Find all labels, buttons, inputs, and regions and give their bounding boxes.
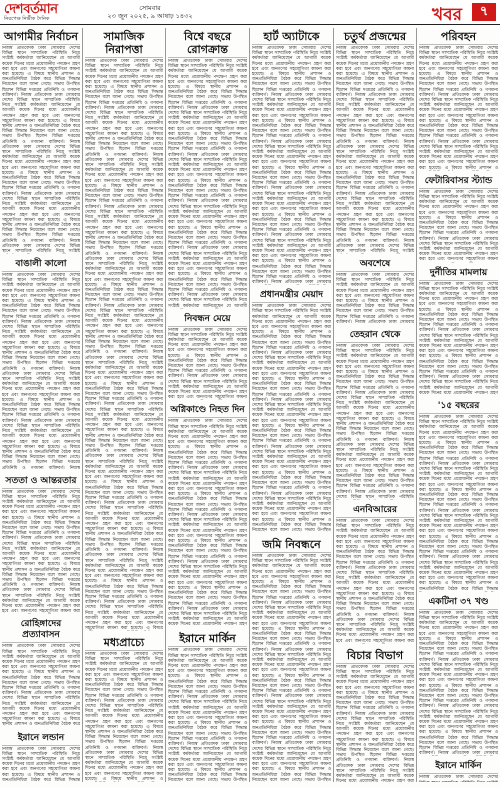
news-article — [2, 259, 80, 474]
article-headline: মধ্যপ্রাচ্যে — [85, 636, 163, 651]
article-body: নিজস্ব প্রতিবেদক ঢাকা সোমবার দেশের বিভিন্ন স্থানে সাম্প্রতিক পরিস্থিতি নিয়ে সংশ্লিষ্ট কর্মকর্তারা জানিয়েছেন যে আগামী কয়েক দিনের মধ্যে প্রয়োজনীয় পদক্ষেপ গ্রহণ করা হবে এবং জনগণের সহযোগিতা কামনা করা হয়েছে। এ বিষয়ে স্থানীয় প্রশাসন ও জনপ্রতিনিধিরা বৈঠক করে বিভিন্ন সিদ্ধান্ত নিয়েছেন বলে জানা গেছে। সভায় উপস্থিত ছিলেন বিভিন্ন দপ্তরের প্রতিনিধি ও গণমান্য ব্যক্তিবর্গ। নিজস্ব প্রতিবেদক ঢাকা সোমবার দেশের বিভিন্ন স্থানে সাম্প্রতিক পরিস্থিতি নিয়ে সংশ্লিষ্ট কর্মকর্তারা জানিয়েছেন যে আগামী কয়েক দিনের মধ্যে প্রয়োজনীয় পদক্ষেপ গ্রহণ করা হবে এবং জনগণের সহযোগিতা কামনা করা হয়েছে। এ বিষয়ে স্থানীয় প্রশাসন ও জনপ্রতিনিধিরা বৈঠক করে বিভিন্ন সিদ্ধান্ত নিয়েছেন বলে জানা গেছে। সভায় উপস্থিত ছিলেন বিভিন্ন দপ্তরের প্রতিনিধি ও গণমান্য ব্যক্তিবর্গ। নিজস্ব প্রতিবেদক ঢাকা সোমবার দেশের বিভিন্ন স্থানে সাম্প্রতিক পরিস্থিতি নিয়ে সংশ্লিষ্ট কর্মকর্তারা জানিয়েছেন যে আগামী কয়েক দিনের মধ্যে প্রয়োজনীয় পদক্ষেপ গ্রহণ করা হবে এবং জনগণের সহযোগিতা কামনা করা হয়েছে। এ বিষয়ে স্থানীয় প্রশাসন ও জনপ্রতিনিধিরা বৈঠক করে বিভিন্ন সিদ্ধান্ত নিয়েছেন বলে জানা গেছে। সভায় উপস্থিত ছিলেন বিভিন্ন দপ্তরের প্রতিনিধি ও গণমান্য ব্যক্তিবর্গ। নিজস্ব প্রতিবেদক ঢাকা সোমবার দেশের বিভিন্ন স্থানে সাম্প্রতিক পরিস্থিতি নিয়ে সংশ্লিষ্ট কর্মকর্তারা জানিয়েছেন যে আগামী কয়েক দিনের মধ্যে প্রয়োজনীয় পদক্ষেপ গ্রহণ করা হবে এবং জনগণের সহযোগিতা কামনা করা হয়েছে। এ বিষয়ে স্থানীয় প্রশাসন ও জনপ্রতিনিধিরা বৈঠক করে বিভিন্ন সিদ্ধান্ত নিয়েছেন বলে জানা গেছে। সভায় উপস্থিত ছিলেন বিভিন্ন দপ্তরের প্রতিনিধি ও গণমান্য ব্যক্তিবর্গ। নিজস্ব প্রতিবেদক ঢাকা সোমবার দেশের বিভিন্ন স্থানে সাম্প্রতিক পরিস্থিতি নিয়ে সংশ্লিষ্ট কর্মকর্তারা জানিয়েছেন যে আগামী কয়েক দিনের মধ্যে প্রয়োজনীয় পদক্ষেপ গ্রহণ করা হবে এবং জনগণের সহযোগিতা কামনা করা হয়েছে। এ বিষয়ে স্থানীয় প্রশাসন ও জনপ্রতিনিধিরা বৈঠক করে বিভিন্ন সিদ্ধান্ত নিয়েছেন বলে জানা গেছে। সভায় উপস্থিত ছিলেন বিভিন্ন দপ্তরের প্রতিনিধি ও গণমান্য ব্যক্তিবর্গ। নিজস্ব প্রতিবেদক ঢাকা সোমবার — [252, 46, 331, 286]
article-headline: ফেটারিবাসর স্ট্যান্ড — [419, 176, 498, 189]
page-number-badge: ৭ — [472, 3, 496, 21]
article-headline: এনবিআরের — [336, 505, 414, 518]
article-body: নিজস্ব প্রতিবেদক ঢাকা সোমবার দেশের বিভিন্ন স্থানে সাম্প্রতিক পরিস্থিতি নিয়ে সংশ্লিষ্ট কর্মকর্তারা জানিয়েছেন যে আগামী কয়েক দিনের মধ্যে প্রয়োজনীয় পদক্ষেপ গ্রহণ করা হবে এবং জনগণের সহযোগিতা কামনা করা হয়েছে। এ বিষয়ে স্থানীয় প্রশাসন ও জনপ্রতিনিধিরা বৈঠক করে বিভিন্ন সিদ্ধান্ত নিয়েছেন বলে জানা গেছে। সভায় উপস্থিত ছিলেন বিভিন্ন দপ্তরের প্রতিনিধি ও গণমান্য ব্যক্তিবর্গ। নিজস্ব প্রতিবেদক ঢাকা সোমবার দেশের বিভিন্ন স্থানে সাম্প্রতিক পরিস্থিতি নিয়ে সংশ্লিষ্ট কর্মকর্তারা জানিয়েছেন যে আগামী কয়েক দিনের মধ্যে প্রয়োজনীয় পদক্ষেপ গ্রহণ করা হবে এবং জনগণের সহযোগিতা কামনা করা হয়েছে। এ বিষয়ে স্থানীয় প্রশাসন ও জনপ্রতিনিধিরা বৈঠক করে বিভিন্ন সিদ্ধান্ত নিয়েছেন বলে জানা গেছে। সভায় উপস্থিত ছিলেন বিভিন্ন দপ্তরের প্রতিনিধি ও গণমান্য ব্যক্তিবর্গ। নিজস্ব প্রতিবেদক ঢাকা সোমবার দেশের বিভিন্ন স্থানে সাম্প্রতিক পরিস্থিতি নিয়ে সংশ্লিষ্ট কর্মকর্তারা জানিয়েছেন যে আগামী কয়েক দিনের মধ্যে প্রয়োজনীয় পদক্ষেপ গ্রহণ করা হবে এবং জনগণের সহযোগিতা কামনা করা হয়েছে। এ বিষয়ে স্থানীয় প্রশাসন ও — [85, 652, 163, 782]
news-column — [0, 28, 83, 782]
article-headline: হার্ট অ্যাটাকে — [252, 30, 331, 45]
article-body: নিজস্ব প্রতিবেদক ঢাকা সোমবার দেশের বিভিন্ন স্থানে সাম্প্রতিক পরিস্থিতি নিয়ে সংশ্লিষ্ট কর্মকর্তারা জানিয়েছেন যে আগামী কয়েক দিনের মধ্যে প্রয়োজনীয় পদক্ষেপ গ্রহণ করা হবে এবং জনগণের সহযোগিতা কামনা করা হয়েছে। এ বিষয়ে স্থানীয় প্রশাসন ও জনপ্রতিনিধিরা বৈঠক করে বিভিন্ন সিদ্ধান্ত — [2, 746, 80, 782]
news-article — [252, 30, 331, 288]
news-article — [168, 405, 247, 630]
news-article — [419, 268, 498, 399]
article-body: নিজস্ব প্রতিবেদক ঢাকা সোমবার দেশের বিভিন্ন স্থানে সাম্প্রতিক পরিস্থিতি নিয়ে সংশ্লিষ্ট কর্মকর্তারা জানিয়েছেন যে আগামী কয়েক দিনের মধ্যে প্রয়োজনীয় পদক্ষেপ গ্রহণ করা হবে এবং জনগণের সহযোগিতা কামনা করা হয়েছে। এ বিষয়ে স্থানীয় প্রশাসন ও জনপ্রতিনিধিরা বৈঠক করে বিভিন্ন সিদ্ধান্ত নিয়েছেন বলে জানা গেছে। সভায় উপস্থিত ছিলেন বিভিন্ন দপ্তরের প্রতিনিধি ও গণমান্য ব্যক্তিবর্গ। নিজস্ব প্রতিবেদক ঢাকা সোমবার দেশের বিভিন্ন স্থানে সাম্প্রতিক পরিস্থিতি নিয়ে সংশ্লিষ্ট কর্মকর্তারা জানিয়েছেন যে আগামী কয়েক দিনের মধ্যে প্রয়োজনীয় পদক্ষেপ গ্রহণ করা হবে এবং জনগণের সহযোগিতা কামনা করা হয়েছে। এ বিষয়ে স্থানীয় প্রশাসন ও জনপ্রতিনিধিরা বৈঠক করে বিভিন্ন সিদ্ধান্ত নিয়েছেন বলে জানা গেছে। সভায় উপস্থিত ছিলেন বিভিন্ন দপ্তরের প্রতিনিধি ও গণমান্য ব্যক্তিবর্গ। নিজস্ব প্রতিবেদক ঢাকা সোমবার দেশের বিভিন্ন স্থানে সাম্প্রতিক পরিস্থিতি নিয়ে সংশ্লিষ্ট কর্মকর্তারা জানিয়েছেন যে আগামী কয়েক দিনের মধ্যে প্রয়োজনীয় পদক্ষেপ গ্রহণ করা হবে এবং জনগণের সহযোগিতা কামনা করা হয়েছে। এ বিষয়ে স্থানীয় প্রশাসন ও জনপ্রতিনিধিরা বৈঠক করে বিভিন্ন সিদ্ধান্ত নিয়েছেন বলে জানা গেছে। সভায় উপস্থিত ছিলেন বিভিন্ন দপ্তরের প্রতিনিধি ও গণমান্য ব্যক্তিবর্গ। নিজস্ব প্রতিবেদক ঢাকা সোমবার দেশের বিভিন্ন স্থানে সাম্প্রতিক পরিস্থিতি নিয়ে সংশ্লিষ্ট কর্মকর্তারা জানিয়েছেন যে আগামী কয়েক দিনের মধ্যে প্রয়োজনীয় পদক্ষেপ গ্রহণ করা হবে এবং জনগণের সহযোগিতা কামনা করা হয়েছে। এ বিষয়ে স্থানীয় প্রশাসন ও জনপ্রতিনিধিরা বৈঠক করে বিভিন্ন সিদ্ধান্ত নিয়েছেন বলে জানা গেছে। সভায় উপস্থিত ছিলেন বিভিন্ন দপ্তরের প্রতিনিধি ও গণমান্য ব্যক্তিবর্গ। নিজস্ব — [2, 273, 80, 471]
article-body: নিজস্ব প্রতিবেদক ঢাকা সোমবার দেশের বিভিন্ন স্থানে সাম্প্রতিক পরিস্থিতি নিয়ে সংশ্লিষ্ট কর্মকর্তারা জানিয়েছেন যে আগামী কয়েক দিনের মধ্যে প্রয়োজনীয় পদক্ষেপ গ্রহণ করা হবে এবং জনগণের সহযোগিতা কামনা করা হয়েছে। এ বিষয়ে স্থানীয় প্রশাসন ও জনপ্রতিনিধিরা বৈঠক করে বিভিন্ন সিদ্ধান্ত নিয়েছেন বলে জানা গেছে। সভায় উপস্থিত ছিলেন বিভিন্ন দপ্তরের প্রতিনিধি ও গণমান্য ব্যক্তিবর্গ। নিজস্ব প্রতিবেদক ঢাকা সোমবার দেশের বিভিন্ন স্থানে সাম্প্রতিক পরিস্থিতি নিয়ে সংশ্লিষ্ট কর্মকর্তারা জানিয়েছেন যে আগামী কয়েক দিনের মধ্যে প্রয়োজনীয় পদক্ষেপ গ্রহণ করা হবে এবং জনগণের সহযোগিতা কামনা করা হয়েছে। এ বিষয়ে স্থানীয় প্রশাসন ও জনপ্রতিনিধিরা বৈঠক করে বিভিন্ন সিদ্ধান্ত নিয়েছেন বলে জানা গেছে। সভায় উপস্থিত ছিলেন বিভিন্ন দপ্তরের প্রতিনিধি ও গণমান্য ব্যক্তিবর্গ। নিজস্ব প্রতিবেদক ঢাকা সোমবার দেশের বিভিন্ন স্থানে সাম্প্রতিক পরিস্থিতি নিয়ে সংশ্লিষ্ট কর্মকর্তারা জানিয়েছেন যে আগামী কয়েক দিনের মধ্যে প্রয়োজনীয় পদক্ষেপ গ্রহণ করা — [336, 664, 414, 782]
logo-text: দেশবর্তমান — [4, 1, 58, 17]
news-article — [419, 401, 498, 595]
article-headline: '১৫ বছরের — [419, 401, 498, 414]
article-headline: বিচার বিভাগ — [336, 649, 414, 664]
article-body: নিজস্ব প্রতিবেদক ঢাকা সোমবার দেশের বিভিন্ন স্থানে সাম্প্রতিক পরিস্থিতি নিয়ে সংশ্লিষ্ট কর্মকর্তারা জানিয়েছেন যে আগামী কয়েক দিনের মধ্যে প্রয়োজনীয় পদক্ষেপ গ্রহণ করা হবে এবং জনগণের সহযোগিতা কামনা করা হয়েছে। এ বিষয়ে স্থানীয় প্রশাসন ও জনপ্রতিনিধিরা বৈঠক করে বিভিন্ন সিদ্ধান্ত নিয়েছেন বলে জানা গেছে। সভায় উপস্থিত ছিলেন বিভিন্ন দপ্তরের প্রতিনিধি ও গণমান্য ব্যক্তিবর্গ। নিজস্ব প্রতিবেদক ঢাকা সোমবার দেশের বিভিন্ন স্থানে সাম্প্রতিক পরিস্থিতি নিয়ে সংশ্লিষ্ট কর্মকর্তারা জানিয়েছেন যে আগামী কয়েক দিনের মধ্যে প্রয়োজনীয় পদক্ষেপ গ্রহণ করা হবে এবং জনগণের সহযোগিতা কামনা করা হয়েছে। এ বিষয়ে স্থানীয় প্রশাসন ও জনপ্রতিনিধিরা বৈঠক করে বিভিন্ন সিদ্ধান্ত নিয়েছেন বলে জানা গেছে। সভায় উপস্থিত ছিলেন বিভিন্ন দপ্তরের প্রতিনিধি ও গণমান্য ব্যক্তিবর্গ। নিজস্ব প্রতিবেদক ঢাকা সোমবার দেশের বিভিন্ন স্থানে সাম্প্রতিক পরিস্থিতি নিয়ে সংশ্লিষ্ট কর্মকর্তারা জানিয়েছেন যে আগামী কয়েক দিনের মধ্যে প্রয়োজনীয় পদক্ষেপ গ্রহণ করা হবে এবং জনগণের সহযোগিতা কামনা করা হয়েছে। এ বিষয়ে স্থানীয় প্রশাসন ও জনপ্রতিনিধিরা বৈঠক করে বিভিন্ন সিদ্ধান্ত নিয়েছেন বলে জানা গেছে। সভায় উপস্থিত ছিলেন বিভিন্ন দপ্তরের প্রতিনিধি ও গণমান্য ব্যক্তিবর্গ। নিজস্ব প্রতিবেদক ঢাকা সোমবার দেশের বিভিন্ন স্থানে সাম্প্রতিক পরিস্থিতি নিয়ে সংশ্লিষ্ট কর্মকর্তারা জানিয়েছেন যে আগামী কয়েক দিনের মধ্যে প্রয়োজনীয় পদক্ষেপ গ্রহণ করা হবে এবং জনগণের সহযোগিতা কামনা করা হয়েছে। এ বিষয়ে স্থানীয় প্রশাসন ও জনপ্রতিনিধিরা বৈঠক করে বিভিন্ন সিদ্ধান্ত নিয়েছেন বলে জানা গেছে। সভায় উপস্থিত ছিলেন বিভিন্ন দপ্তরের প্রতিনিধি ও গণমান্য ব্যক্তিবর্গ। নিজস্ব প্রতিবেদক ঢাকা সোমবার দেশের বিভিন্ন স্থানে সাম্প্রতিক পরিস্থিতি নিয়ে সংশ্লিষ্ট কর্মকর্তারা জানিয়েছেন যে আগামী কয়েক দিনের মধ্যে প্রয়োজনীয় পদক্ষেপ গ্রহণ করা হবে এবং জনগণের সহযোগিতা কামনা করা হয়েছে। এ বিষয়ে স্থানীয় প্রশাসন ও জনপ্রতিনিধিরা বৈঠক করে বিভিন্ন সিদ্ধান্ত নিয়েছেন বলে জানা গেছে। সভায় উপস্থিত ছিলেন বিভিন্ন দপ্তরের প্রতিনিধি ও গণমান্য ব্যক্তিবর্গ। নিজস্ব প্রতিবেদক ঢাকা সোমবার দেশের বিভিন্ন স্থানে সাম্প্রতিক পরিস্থিতি নিয়ে সংশ্লিষ্ট কর্মকর্তারা জানিয়েছেন যে আগামী — [168, 59, 247, 309]
article-headline: ইরানে মার্কিন — [419, 761, 498, 774]
article-headline: রোহিঙ্গাদের প্রত্যাবাসন — [2, 619, 80, 643]
news-article — [168, 30, 247, 312]
article-headline: অবশেষে — [336, 259, 414, 272]
logo-tagline: নিরপেক্ষ নির্ভীক দৈনিক — [4, 15, 50, 22]
news-article — [419, 597, 498, 760]
news-column — [250, 28, 334, 782]
article-headline: আগামীর নির্বাচন — [2, 30, 80, 45]
news-article — [336, 505, 414, 647]
article-body: নিজস্ব প্রতিবেদক ঢাকা সোমবার দেশের বিভিন্ন স্থানে সাম্প্রতিক পরিস্থিতি নিয়ে সংশ্লিষ্ট কর্মকর্তারা জানিয়েছেন যে আগামী কয়েক দিনের মধ্যে প্রয়োজনীয় পদক্ষেপ গ্রহণ করা হবে এবং জনগণের সহযোগিতা কামনা করা হয়েছে। এ বিষয়ে স্থানীয় প্রশাসন ও জনপ্রতিনিধিরা বৈঠক করে বিভিন্ন সিদ্ধান্ত নিয়েছেন বলে জানা গেছে। সভায় উপস্থিত ছিলেন বিভিন্ন দপ্তরের প্রতিনিধি ও গণমান্য ব্যক্তিবর্গ। নিজস্ব প্রতিবেদক ঢাকা সোমবার দেশের বিভিন্ন স্থানে সাম্প্রতিক পরিস্থিতি নিয়ে সংশ্লিষ্ট কর্মকর্তারা জানিয়েছেন যে আগামী কয়েক দিনের মধ্যে প্রয়োজনীয় পদক্ষেপ গ্রহণ করা হবে এবং জনগণের সহযোগিতা কামনা করা হয়েছে। এ বিষয়ে স্থানীয় প্রশাসন ও জনপ্রতিনিধিরা বৈঠক করে বিভিন্ন সিদ্ধান্ত নিয়েছেন বলে জানা গেছে। সভায় উপস্থিত ছিলেন বিভিন্ন দপ্তরের প্রতিনিধি ও গণমান্য ব্যক্তিবর্গ। নিজস্ব প্রতিবেদক ঢাকা সোমবার দেশের বিভিন্ন স্থানে সাম্প্রতিক পরিস্থিতি নিয়ে সংশ্লিষ্ট কর্মকর্তারা জানিয়েছেন যে আগামী কয়েক দিনের মধ্যে প্রয়োজনীয় পদক্ষেপ গ্রহণ করা হবে এবং জনগণের সহযোগিতা কামনা করা হয়েছে। এ বিষয়ে স্থানীয় প্রশাসন ও জনপ্রতিনিধিরা বৈঠক করে বিভিন্ন সিদ্ধান্ত নিয়েছেন বলে জানা গেছে। সভায় উপস্থিত ছিলেন বিভিন্ন দপ্তরের প্রতিনিধি ও গণমান্য ব্যক্তিবর্গ। নিজস্ব প্রতিবেদক ঢাকা সোমবার দেশের বিভিন্ন স্থানে সাম্প্রতিক পরিস্থিতি নিয়ে সংশ্লিষ্ট কর্মকর্তারা জানিয়েছেন যে আগামী কয়েক দিনের মধ্যে প্রয়োজনীয় পদক্ষেপ গ্রহণ করা হবে এবং জনগণের সহযোগিতা কামনা করা হয়েছে। এ বিষয়ে স্থানীয় প্রশাসন ও জনপ্রতিনিধিরা বৈঠক করে বিভিন্ন সিদ্ধান্ত নিয়েছেন বলে জানা গেছে। সভায় উপস্থিত ছিলেন বিভিন্ন দপ্তরের প্রতিনিধি ও গণমান্য ব্যক্তিবর্গ। নিজস্ব প্রতিবেদক ঢাকা সোমবার দেশের বিভিন্ন স্থানে সাম্প্রতিক পরিস্থিতি নিয়ে সংশ্লিষ্ট — [2, 46, 80, 254]
news-column — [83, 28, 166, 782]
news-article — [2, 476, 80, 618]
article-body: নিজস্ব প্রতিবেদক ঢাকা সোমবার দেশের বিভিন্ন স্থানে সাম্প্রতিক পরিস্থিতি নিয়ে সংশ্লিষ্ট কর্মকর্তারা জানিয়েছেন যে আগামী কয়েক দিনের মধ্যে প্রয়োজনীয় পদক্ষেপ গ্রহণ করা হবে এবং জনগণের সহযোগিতা কামনা করা হয়েছে। এ বিষয়ে স্থানীয় প্রশাসন ও জনপ্রতিনিধিরা বৈঠক করে বিভিন্ন সিদ্ধান্ত নিয়েছেন বলে জানা গেছে। সভায় উপস্থিত ছিলেন বিভিন্ন দপ্তরের প্রতিনিধি ও গণমান্য ব্যক্তিবর্গ। নিজস্ব প্রতিবেদক ঢাকা সোমবার দেশের বিভিন্ন স্থানে সাম্প্রতিক পরিস্থিতি নিয়ে সংশ্লিষ্ট কর্মকর্তারা জানিয়েছেন যে আগামী কয়েক দিনের মধ্যে প্রয়োজনীয় পদক্ষেপ গ্রহণ করা হবে এবং জনগণের সহযোগিতা কামনা করা হয়েছে। এ বিষয়ে স্থানীয় প্রশাসন ও জনপ্রতিনিধিরা বৈঠক করে বিভিন্ন সিদ্ধান্ত নিয়েছেন বলে জানা গেছে। সভায় উপস্থিত ছিলেন বিভিন্ন দপ্তরের প্রতিনিধি ও গণমান্য ব্যক্তিবর্গ। নিজস্ব প্রতিবেদক ঢাকা সোমবার দেশের বিভিন্ন স্থানে সাম্প্রতিক পরিস্থিতি নিয়ে সংশ্লিষ্ট কর্মকর্তারা জানিয়েছেন যে আগামী কয়েক দিনের মধ্যে প্রয়োজনীয় পদক্ষেপ গ্রহণ করা হবে এবং জনগণের সহযোগিতা কামনা করা হয়েছে। এ বিষয়ে স্থানীয় প্রশাসন ও জনপ্রতিনিধিরা বৈঠক করে বিভিন্ন সিদ্ধান্ত নিয়েছেন বলে জানা গেছে। সভায় উপস্থিত ছিলেন বিভিন্ন দপ্তরের প্রতিনিধি ও গণমান্য ব্যক্তিবর্গ। নিজস্ব প্রতিবেদক ঢাকা সোমবার দেশের বিভিন্ন স্থানে সাম্প্রতিক পরিস্থিতি নিয়ে সংশ্লিষ্ট কর্মকর্তারা জানিয়েছেন যে আগামী কয়েক দিনের মধ্যে প্রয়োজনীয় পদক্ষেপ গ্রহণ করা হবে এবং জনগণের সহযোগিতা কামনা করা হয়েছে। এ বিষয়ে স্থানীয় প্রশাসন ও জনপ্রতিনিধিরা বৈঠক করে বিভিন্ন সিদ্ধান্ত নিয়েছেন বলে জানা গেছে। সভায় উপস্থিত ছিলেন বিভিন্ন দপ্তরের প্রতিনিধি ও গণমান্য ব্যক্তিবর্গ। নিজস্ব প্রতিবেদক ঢাকা সোমবার দেশের বিভিন্ন স্থানে সাম্প্রতিক পরিস্থিতি নিয়ে সংশ্লিষ্ট কর্মকর্তারা জানিয়েছেন যে আগামী কয়েক দিনের মধ্যে প্রয়োজনীয় পদক্ষেপ গ্রহণ করা হবে এবং জনগণের সহযোগিতা কামনা করা হয়েছে। এ বিষয়ে স্থানীয় প্রশাসন ও জনপ্রতিনিধিরা বৈঠক করে বিভিন্ন সিদ্ধান্ত নিয়েছেন বলে জানা গেছে। সভায় উপস্থিত — [252, 553, 331, 782]
article-body: নিজস্ব প্রতিবেদক ঢাকা সোমবার দেশের বিভিন্ন স্থানে সাম্প্রতিক পরিস্থিতি নিয়ে সংশ্লিষ্ট কর্মকর্তারা জানিয়েছেন যে আগামী কয়েক দিনের মধ্যে প্রয়োজনীয় পদক্ষেপ গ্রহণ করা হবে এবং জনগণের সহযোগিতা কামনা করা হয়েছে। এ বিষয়ে স্থানীয় প্রশাসন ও জনপ্রতিনিধিরা বৈঠক করে বিভিন্ন সিদ্ধান্ত নিয়েছেন বলে জানা গেছে। সভায় উপস্থিত ছিলেন বিভিন্ন দপ্তরের প্রতিনিধি ও গণমান্য ব্যক্তিবর্গ। নিজস্ব প্রতিবেদক ঢাকা সোমবার দেশের বিভিন্ন স্থানে সাম্প্রতিক পরিস্থিতি নিয়ে সংশ্লিষ্ট কর্মকর্তারা জানিয়েছেন যে আগামী কয়েক দিনের মধ্যে প্রয়োজনীয় পদক্ষেপ গ্রহণ করা হবে এবং জনগণের সহযোগিতা কামনা করা হয়েছে। এ বিষয়ে স্থানীয় প্রশাসন ও জনপ্রতিনিধিরা বৈঠক করে — [2, 644, 80, 728]
article-headline: জমি নিবন্ধনে — [252, 538, 331, 553]
article-headline: একটিনা ৩৭ খণ্ড — [419, 597, 498, 610]
article-headline: অগ্নিকাণ্ডে নিহত দিন — [168, 405, 247, 418]
article-body: নিজস্ব প্রতিবেদক ঢাকা সোমবার দেশের বিভিন্ন স্থানে সাম্প্রতিক পরিস্থিতি নিয়ে সংশ্লিষ্ট কর্মকর্তারা জানিয়েছেন যে আগামী কয়েক দিনের মধ্যে প্রয়োজনীয় পদক্ষেপ গ্রহণ করা হবে এবং জনগণের সহযোগিতা কামনা করা হয়েছে। এ বিষয়ে স্থানীয় প্রশাসন ও জনপ্রতিনিধিরা বৈঠক করে বিভিন্ন সিদ্ধান্ত নিয়েছেন বলে জানা গেছে। সভায় উপস্থিত ছিলেন বিভিন্ন দপ্তরের প্রতিনিধি ও গণমান্য ব্যক্তিবর্গ। নিজস্ব প্রতিবেদক ঢাকা সোমবার — [336, 273, 414, 325]
news-article — [252, 538, 331, 782]
news-column — [417, 28, 500, 782]
article-body: নিজস্ব প্রতিবেদক ঢাকা সোমবার দেশের বিভিন্ন স্থানে সাম্প্রতিক পরিস্থিতি নিয়ে সংশ্লিষ্ট কর্মকর্তারা জানিয়েছেন যে আগামী কয়েক দিনের মধ্যে প্রয়োজনীয় পদক্ষেপ গ্রহণ করা হবে এবং জনগণের সহযোগিতা কামনা করা হয়েছে। এ বিষয়ে স্থানীয় প্রশাসন ও জনপ্রতিনিধিরা বৈঠক করে বিভিন্ন সিদ্ধান্ত নিয়েছেন বলে জানা গেছে। সভায় উপস্থিত ছিলেন বিভিন্ন দপ্তরের প্রতিনিধি ও গণমান্য ব্যক্তিবর্গ। নিজস্ব প্রতিবেদক ঢাকা সোমবার দেশের বিভিন্ন স্থানে সাম্প্রতিক পরিস্থিতি নিয়ে সংশ্লিষ্ট কর্মকর্তারা জানিয়েছেন যে আগামী কয়েক দিনের মধ্যে প্রয়োজনীয় পদক্ষেপ গ্রহণ করা হবে এবং জনগণের সহযোগিতা কামনা করা হয়েছে। এ বিষয়ে স্থানীয় প্রশাসন ও জনপ্রতিনিধিরা বৈঠক করে বিভিন্ন সিদ্ধান্ত নিয়েছেন বলে জানা গেছে। সভায় উপস্থিত ছিলেন বিভিন্ন দপ্তরের প্রতিনিধি ও গণমান্য ব্যক্তিবর্গ। নিজস্ব প্রতিবেদক ঢাকা সোমবার দেশের বিভিন্ন স্থানে সাম্প্রতিক পরিস্থিতি নিয়ে সংশ্লিষ্ট কর্মকর্তারা জানিয়েছেন যে আগামী কয়েক দিনের মধ্যে প্রয়োজনীয় পদক্ষেপ গ্রহণ করা হবে এবং জনগণের সহযোগিতা কামনা করা হয়েছে। এ বিষয়ে স্থানীয় প্রশাসন ও — [419, 46, 498, 171]
article-headline: তেহরান থেকে — [336, 330, 414, 343]
article-body: নিজস্ব প্রতিবেদক ঢাকা সোমবার দেশের বিভিন্ন স্থানে সাম্প্রতিক পরিস্থিতি নিয়ে সংশ্লিষ্ট কর্মকর্তারা জানিয়েছেন যে আগামী কয়েক দিনের মধ্যে প্রয়োজনীয় পদক্ষেপ গ্রহণ করা হবে এবং জনগণের সহযোগিতা কামনা করা হয়েছে। এ বিষয়ে স্থানীয় প্রশাসন ও জনপ্রতিনিধিরা বৈঠক করে বিভিন্ন সিদ্ধান্ত নিয়েছেন বলে জানা গেছে। সভায় উপস্থিত ছিলেন বিভিন্ন দপ্তরের প্রতিনিধি ও গণমান্য ব্যক্তিবর্গ। নিজস্ব প্রতিবেদক ঢাকা সোমবার দেশের বিভিন্ন স্থানে সাম্প্রতিক পরিস্থিতি নিয়ে সংশ্লিষ্ট কর্মকর্তারা জানিয়েছেন যে আগামী কয়েক দিনের মধ্যে প্রয়োজনীয় পদক্ষেপ গ্রহণ করা হবে এবং জনগণের সহযোগিতা কামনা করা হয়েছে। এ বিষয়ে স্থানীয় প্রশাসন ও জনপ্রতিনিধিরা বৈঠক করে বিভিন্ন সিদ্ধান্ত নিয়েছেন বলে জানা গেছে। সভায় উপস্থিত ছিলেন বিভিন্ন দপ্তরের প্রতিনিধি ও গণমান্য ব্যক্তিবর্গ। নিজস্ব প্রতিবেদক ঢাকা সোমবার দেশের বিভিন্ন স্থানে সাম্প্রতিক পরিস্থিতি নিয়ে সংশ্লিষ্ট কর্মকর্তারা জানিয়েছেন যে আগামী কয়েক দিনের মধ্যে প্রয়োজনীয় পদক্ষেপ গ্রহণ করা হবে এবং জনগণের সহযোগিতা কামনা করা হয়েছে। এ বিষয়ে স্থানীয় প্রশাসন ও জনপ্রতিনিধিরা বৈঠক করে বিভিন্ন সিদ্ধান্ত নিয়েছেন বলে জানা গেছে। সভায় উপস্থিত ছিলেন বিভিন্ন দপ্তরের প্রতিনিধি ও গণমান্য ব্যক্তিবর্গ। নিজস্ব প্রতিবেদক ঢাকা সোমবার দেশের বিভিন্ন স্থানে সাম্প্রতিক পরিস্থিতি নিয়ে সংশ্লিষ্ট কর্মকর্তারা জানিয়েছেন যে আগামী কয়েক দিনের মধ্যে প্রয়োজনীয় পদক্ষেপ গ্রহণ করা হবে এবং জনগণের সহযোগিতা কামনা করা হয়েছে। এ বিষয়ে স্থানীয় প্রশাসন ও জনপ্রতিনিধিরা বৈঠক করে বিভিন্ন সিদ্ধান্ত নিয়েছেন বলে জানা গেছে। সভায় উপস্থিত ছিলেন বিভিন্ন দপ্তরের প্রতিনিধি ও গণমান্য ব্যক্তিবর্গ। নিজস্ব প্রতিবেদক ঢাকা সোমবার দেশের বিভিন্ন স্থানে সাম্প্রতিক পরিস্থিতি নিয়ে সংশ্লিষ্ট কর্মকর্তারা জানিয়েছেন যে আগামী কয়েক দিনের মধ্যে প্রয়োজনীয় পদক্ষেপ গ্রহণ — [168, 419, 247, 628]
article-body: নিজস্ব প্রতিবেদক ঢাকা সোমবার দেশের বিভিন্ন স্থানে সাম্প্রতিক পরিস্থিতি নিয়ে সংশ্লিষ্ট কর্মকর্তারা জানিয়েছেন যে আগামী কয়েক দিনের মধ্যে প্রয়োজনীয় পদক্ষেপ গ্রহণ করা হবে এবং জনগণের সহযোগিতা কামনা করা হয়েছে। এ বিষয়ে স্থানীয় প্রশাসন ও জনপ্রতিনিধিরা বৈঠক করে বিভিন্ন সিদ্ধান্ত নিয়েছেন বলে জানা গেছে। সভায় উপস্থিত ছিলেন বিভিন্ন দপ্তরের প্রতিনিধি ও গণমান্য ব্যক্তিবর্গ। নিজস্ব প্রতিবেদক ঢাকা সোমবার দেশের বিভিন্ন স্থানে সাম্প্রতিক পরিস্থিতি নিয়ে সংশ্লিষ্ট কর্মকর্তারা জানিয়েছেন যে আগামী কয়েক দিনের মধ্যে প্রয়োজনীয় পদক্ষেপ গ্রহণ করা হবে এবং জনগণের সহযোগিতা কামনা করা হয়েছে। এ বিষয়ে স্থানীয় প্রশাসন ও জনপ্রতিনিধিরা বৈঠক করে বিভিন্ন সিদ্ধান্ত নিয়েছেন বলে জানা গেছে। সভায় উপস্থিত ছিলেন বিভিন্ন দপ্তরের প্রতিনিধি ও গণমান্য ব্যক্তিবর্গ। নিজস্ব প্রতিবেদক ঢাকা সোমবার দেশের বিভিন্ন স্থানে সাম্প্রতিক পরিস্থিতি নিয়ে সংশ্লিষ্ট কর্মকর্তারা জানিয়েছেন যে আগামী কয়েক দিনের মধ্যে প্রয়োজনীয় পদক্ষেপ গ্রহণ করা হবে এবং জনগণের সহযোগিতা কামনা করা — [336, 519, 414, 644]
article-body: নিজস্ব প্রতিবেদক ঢাকা সোমবার দেশের বিভিন্ন স্থানে সাম্প্রতিক পরিস্থিতি নিয়ে সংশ্লিষ্ট কর্মকর্তারা জানিয়েছেন যে আগামী কয়েক দিনের মধ্যে প্রয়োজনীয় পদক্ষেপ গ্রহণ করা হবে এবং জনগণের সহযোগিতা কামনা করা হয়েছে। এ বিষয়ে স্থানীয় প্রশাসন ও জনপ্রতিনিধিরা বৈঠক করে বিভিন্ন সিদ্ধান্ত নিয়েছেন বলে জানা গেছে। সভায় উপস্থিত ছিলেন বিভিন্ন দপ্তরের প্রতিনিধি ও গণমান্য ব্যক্তিবর্গ। নিজস্ব প্রতিবেদক ঢাকা সোমবার দেশের বিভিন্ন স্থানে সাম্প্রতিক পরিস্থিতি নিয়ে সংশ্লিষ্ট কর্মকর্তারা জানিয়েছেন যে আগামী কয়েক দিনের মধ্যে প্রয়োজনীয় পদক্ষেপ গ্রহণ করা হবে এবং জনগণের সহযোগিতা কামনা করা হয়েছে। এ বিষয়ে স্থানীয় প্রশাসন ও জনপ্রতিনিধিরা বৈঠক করে বিভিন্ন সিদ্ধান্ত নিয়েছেন বলে জানা গেছে। সভায় উপস্থিত ছিলেন বিভিন্ন দপ্তরের প্রতিনিধি ও গণমান্য ব্যক্তিবর্গ। নিজস্ব প্রতিবেদক ঢাকা সোমবার দেশের বিভিন্ন স্থানে সাম্প্রতিক পরিস্থিতি নিয়ে সংশ্লিষ্ট কর্মকর্তারা জানিয়েছেন যে আগামী কয়েক দিনের মধ্যে প্রয়োজনীয় পদক্ষেপ গ্রহণ করা হবে এবং জনগণের সহযোগিতা কামনা করা হয়েছে। এ বিষয়ে স্থানীয় প্রশাসন ও জনপ্রতিনিধিরা বৈঠক করে বিভিন্ন সিদ্ধান্ত নিয়েছেন বলে জানা গেছে। সভায় উপস্থিত ছিলেন বিভিন্ন দপ্তরের প্রতিনিধি ও গণমান্য ব্যক্তিবর্গ। নিজস্ব প্রতিবেদক ঢাকা সোমবার দেশের বিভিন্ন স্থানে সাম্প্রতিক পরিস্থিতি নিয়ে সংশ্লিষ্ট কর্মকর্তারা জানিয়েছেন যে আগামী কয়েক দিনের মধ্যে প্রয়োজনীয় পদক্ষেপ গ্রহণ করা হবে এবং জনগণের সহযোগিতা কামনা করা হয়েছে। এ বিষয়ে স্থানীয় প্রশাসন ও জনপ্রতিনিধিরা বৈঠক করে বিভিন্ন সিদ্ধান্ত নিয়েছেন বলে জানা গেছে। সভায় উপস্থিত ছিলেন বিভিন্ন দপ্তরের প্রতিনিধি ও গণমান্য ব্যক্তিবর্গ। নিজস্ব প্রতিবেদক ঢাকা সোমবার দেশের বিভিন্ন স্থানে সাম্প্রতিক পরিস্থিতি নিয়ে সংশ্লিষ্ট কর্মকর্তারা জানিয়েছেন যে আগামী কয়েক দিনের মধ্যে প্রয়োজনীয় পদক্ষেপ গ্রহণ করা হবে এবং জনগণের সহযোগিতা কামনা করা হয়েছে। এ বিষয়ে স্থানীয় প্রশাসন ও জনপ্রতিনিধিরা বৈঠক করে বিভিন্ন সিদ্ধান্ত নিয়েছেন বলে জানা গেছে। সভায় উপস্থিত — [252, 304, 331, 533]
news-article — [85, 30, 163, 634]
article-headline: দুর্নীতির মামলায় — [419, 268, 498, 281]
article-headline: চতুর্থ প্রজন্মের — [336, 30, 414, 45]
article-body: নিজস্ব প্রতিবেদক ঢাকা সোমবার দেশের — [419, 775, 498, 781]
article-headline: ইরানে লন্ডান — [2, 733, 80, 746]
news-article — [2, 733, 80, 782]
news-article — [336, 30, 414, 257]
masthead — [0, 0, 500, 25]
newspaper-logo — [4, 3, 90, 22]
news-article — [2, 619, 80, 730]
article-body: নিজস্ব প্রতিবেদক ঢাকা সোমবার দেশের বিভিন্ন স্থানে সাম্প্রতিক পরিস্থিতি নিয়ে সংশ্লিষ্ট কর্মকর্তারা জানিয়েছেন যে আগামী কয়েক দিনের মধ্যে প্রয়োজনীয় পদক্ষেপ গ্রহণ করা হবে এবং জনগণের সহযোগিতা কামনা করা হয়েছে। এ বিষয়ে স্থানীয় প্রশাসন ও জনপ্রতিনিধিরা বৈঠক করে বিভিন্ন সিদ্ধান্ত নিয়েছেন বলে জানা গেছে। সভায় উপস্থিত ছিলেন বিভিন্ন দপ্তরের প্রতিনিধি ও গণমান্য ব্যক্তিবর্গ। নিজস্ব প্রতিবেদক ঢাকা সোমবার দেশের বিভিন্ন স্থানে সাম্প্রতিক পরিস্থিতি নিয়ে সংশ্লিষ্ট কর্মকর্তারা জানিয়েছেন যে আগামী কয়েক দিনের মধ্যে প্রয়োজনীয় পদক্ষেপ গ্রহণ করা হবে এবং জনগণের সহযোগিতা কামনা — [168, 327, 247, 401]
news-column — [334, 28, 417, 782]
article-body: নিজস্ব প্রতিবেদক ঢাকা সোমবার দেশের বিভিন্ন স্থানে সাম্প্রতিক পরিস্থিতি নিয়ে সংশ্লিষ্ট কর্মকর্তারা জানিয়েছেন যে আগামী কয়েক দিনের মধ্যে প্রয়োজনীয় পদক্ষেপ গ্রহণ করা হবে এবং জনগণের সহযোগিতা কামনা করা হয়েছে। এ বিষয়ে স্থানীয় প্রশাসন ও জনপ্রতিনিধিরা বৈঠক করে বিভিন্ন সিদ্ধান্ত নিয়েছেন বলে জানা গেছে। সভায় উপস্থিত ছিলেন বিভিন্ন দপ্তরের প্রতিনিধি ও গণমান্য ব্যক্তিবর্গ। নিজস্ব প্রতিবেদক ঢাকা সোমবার দেশের বিভিন্ন স্থানে সাম্প্রতিক পরিস্থিতি নিয়ে সংশ্লিষ্ট কর্মকর্তারা জানিয়েছেন যে আগামী কয়েক দিনের মধ্যে প্রয়োজনীয় পদক্ষেপ গ্রহণ করা হবে এবং জনগণের সহযোগিতা কামনা করা হয়েছে। এ বিষয়ে স্থানীয় প্রশাসন ও জনপ্রতিনিধিরা বৈঠক করে বিভিন্ন সিদ্ধান্ত নিয়েছেন বলে জানা গেছে। সভায় উপস্থিত ছিলেন বিভিন্ন দপ্তরের প্রতিনিধি ও গণমান্য ব্যক্তিবর্গ। নিজস্ব প্রতিবেদক ঢাকা সোমবার দেশের বিভিন্ন স্থানে সাম্প্রতিক পরিস্থিতি নিয়ে সংশ্লিষ্ট কর্মকর্তারা জানিয়েছেন যে আগামী কয়েক দিনের মধ্যে প্রয়োজনীয় পদক্ষেপ গ্রহণ করা হবে এবং জনগণের সহযোগিতা কামনা করা হয়েছে। এ বিষয়ে স্থানীয় প্রশাসন ও জনপ্রতিনিধিরা বৈঠক করে বিভিন্ন সিদ্ধান্ত নিয়েছেন বলে জানা গেছে। সভায় উপস্থিত ছিলেন বিভিন্ন দপ্তরের প্রতিনিধি ও গণমান্য ব্যক্তিবর্গ। নিজস্ব প্রতিবেদক ঢাকা সোমবার — [419, 610, 498, 757]
article-body: নিজস্ব প্রতিবেদক ঢাকা সোমবার দেশের বিভিন্ন স্থানে সাম্প্রতিক পরিস্থিতি নিয়ে সংশ্লিষ্ট কর্মকর্তারা জানিয়েছেন যে আগামী কয়েক দিনের মধ্যে প্রয়োজনীয় পদক্ষেপ গ্রহণ করা হবে এবং জনগণের সহযোগিতা কামনা করা হয়েছে। এ বিষয়ে স্থানীয় প্রশাসন ও জনপ্রতিনিধিরা বৈঠক করে বিভিন্ন সিদ্ধান্ত নিয়েছেন বলে জানা গেছে। সভায় উপস্থিত ছিলেন বিভিন্ন দপ্তরের প্রতিনিধি ও গণমান্য ব্যক্তিবর্গ। নিজস্ব প্রতিবেদক ঢাকা সোমবার দেশের বিভিন্ন স্থানে সাম্প্রতিক পরিস্থিতি নিয়ে সংশ্লিষ্ট কর্মকর্তারা জানিয়েছেন যে আগামী কয়েক দিনের মধ্যে প্রয়োজনীয় পদক্ষেপ গ্রহণ করা হবে এবং জনগণের সহযোগিতা কামনা করা হয়েছে। এ বিষয়ে স্থানীয় প্রশাসন ও জনপ্রতিনিধিরা বৈঠক করে বিভিন্ন সিদ্ধান্ত নিয়েছেন বলে জানা গেছে। সভায় উপস্থিত ছিলেন বিভিন্ন দপ্তরের প্রতিনিধি ও গণমান্য ব্যক্তিবর্গ। নিজস্ব প্রতিবেদক ঢাকা সোমবার দেশের বিভিন্ন স্থানে সাম্প্রতিক পরিস্থিতি নিয়ে সংশ্লিষ্ট কর্মকর্তারা জানিয়েছেন যে আগামী কয়েক দিনের মধ্যে প্রয়োজনীয় পদক্ষেপ গ্রহণ করা হবে এবং জনগণের সহযোগিতা কামনা করা হয়েছে। এ বিষয়ে স্থানীয় প্রশাসন ও জনপ্রতিনিধিরা বৈঠক করে বিভিন্ন সিদ্ধান্ত নিয়েছেন বলে জানা গেছে। সভায় উপস্থিত ছিলেন বিভিন্ন দপ্তরের প্রতিনিধি ও গণমান্য ব্যক্তিবর্গ। নিজস্ব প্রতিবেদক ঢাকা সোমবার দেশের বিভিন্ন স্থানে সাম্প্রতিক পরিস্থিতি নিয়ে সংশ্লিষ্ট কর্মকর্তারা জানিয়েছেন যে আগামী কয়েক দিনের মধ্যে প্রয়োজনীয় পদক্ষেপ গ্রহণ করা হবে এবং জনগণের সহযোগিতা কামনা করা হয়েছে। এ বিষয়ে স্থানীয় প্রশাসন ও জনপ্রতিনিধিরা বৈঠক করে বিভিন্ন সিদ্ধান্ত নিয়েছেন বলে জানা গেছে। সভায় উপস্থিত ছিলেন বিভিন্ন দপ্তরের প্রতিনিধি ও গণমান্য ব্যক্তিবর্গ। নিজস্ব প্রতিবেদক ঢাকা সোমবার দেশের বিভিন্ন স্থানে সাম্প্রতিক পরিস্থিতি নিয়ে সংশ্লিষ্ট কর্মকর্তারা জানিয়েছেন যে আগামী কয়েক দিনের মধ্যে প্রয়োজনীয় পদক্ষেপ গ্রহণ করা হবে এবং জনগণের সহযোগিতা কামনা করা হয়েছে। এ বিষয়ে স্থানীয় প্রশাসন ও জনপ্রতিনিধিরা বৈঠক করে বিভিন্ন সিদ্ধান্ত নিয়েছেন বলে জানা গেছে। সভায় উপস্থিত ছিলেন বিভিন্ন দপ্তরের প্রতিনিধি ও গণমান্য ব্যক্তিবর্গ। নিজস্ব প্রতিবেদক ঢাকা সোমবার দেশের বিভিন্ন স্থানে সাম্প্রতিক পরিস্থিতি নিয়ে সংশ্লিষ্ট কর্মকর্তারা জানিয়েছেন যে আগামী কয়েক দিনের মধ্যে প্রয়োজনীয় পদক্ষেপ গ্রহণ করা হবে এবং জনগণের সহযোগিতা কামনা করা হয়েছে। এ বিষয়ে স্থানীয় প্রশাসন ও জনপ্রতিনিধিরা বৈঠক করে বিভিন্ন সিদ্ধান্ত নিয়েছেন বলে জানা গেছে। সভায় উপস্থিত ছিলেন বিভিন্ন দপ্তরের প্রতিনিধি ও গণমান্য ব্যক্তিবর্গ। নিজস্ব প্রতিবেদক ঢাকা সোমবার দেশের বিভিন্ন স্থানে সাম্প্রতিক পরিস্থিতি নিয়ে সংশ্লিষ্ট কর্মকর্তারা জানিয়েছেন যে আগামী কয়েক দিনের মধ্যে প্রয়োজনীয় পদক্ষেপ গ্রহণ করা হবে এবং জনগণের সহযোগিতা কামনা করা হয়েছে। এ বিষয়ে স্থানীয় প্রশাসন ও জনপ্রতিনিধিরা বৈঠক করে বিভিন্ন সিদ্ধান্ত নিয়েছেন বলে জানা গেছে। সভায় উপস্থিত ছিলেন বিভিন্ন দপ্তরের প্রতিনিধি ও গণমান্য ব্যক্তিবর্গ। নিজস্ব প্রতিবেদক ঢাকা সোমবার দেশের বিভিন্ন স্থানে সাম্প্রতিক পরিস্থিতি নিয়ে সংশ্লিষ্ট কর্মকর্তারা জানিয়েছেন যে আগামী কয়েক দিনের মধ্যে প্রয়োজনীয় পদক্ষেপ গ্রহণ করা হবে এবং জনগণের সহযোগিতা কামনা করা হয়েছে। এ বিষয়ে স্থানীয় প্রশাসন ও জনপ্রতিনিধিরা বৈঠক করে বিভিন্ন সিদ্ধান্ত নিয়েছেন বলে জানা গেছে। সভায় উপস্থিত ছিলেন বিভিন্ন দপ্তরের প্রতিনিধি ও গণমান্য ব্যক্তিবর্গ। নিজস্ব প্রতিবেদক ঢাকা সোমবার দেশের বিভিন্ন স্থানে সাম্প্রতিক পরিস্থিতি নিয়ে সংশ্লিষ্ট কর্মকর্তারা জানিয়েছেন যে আগামী কয়েক দিনের মধ্যে প্রয়োজনীয় পদক্ষেপ গ্রহণ করা হবে এবং জনগণের সহযোগিতা কামনা করা হয়েছে। এ বিষয়ে স্থানীয় প্রশাসন ও জনপ্রতিনিধিরা বৈঠক করে বিভিন্ন সিদ্ধান্ত নিয়েছেন বলে জানা গেছে। সভায় উপস্থিত ছিলেন বিভিন্ন দপ্তরের প্রতিনিধি ও গণমান্য ব্যক্তিবর্গ। নিজস্ব প্রতিবেদক ঢাকা সোমবার দেশের বিভিন্ন স্থানে সাম্প্রতিক পরিস্থিতি নিয়ে সংশ্লিষ্ট কর্মকর্তারা জানিয়েছেন যে আগামী কয়েক দিনের মধ্যে প্রয়োজনীয় পদক্ষেপ গ্রহণ করা হবে এবং জনগণের সহযোগিতা কামনা করা হয়েছে। এ বিষয়ে স্থানীয় প্রশাসন ও জনপ্রতিনিধিরা বৈঠক করে বিভিন্ন সিদ্ধান্ত নিয়েছেন বলে জানা গেছে। সভায় উপস্থিত ছিলেন বিভিন্ন দপ্তরের প্রতিনিধি ও গণমান্য ব্যক্তিবর্গ। নিজস্ব প্রতিবেদক ঢাকা সোমবার দেশের বিভিন্ন স্থানে সাম্প্রতিক পরিস্থিতি নিয়ে সংশ্লিষ্ট কর্মকর্তারা জানিয়েছেন যে আগামী কয়েক দিনের মধ্যে প্রয়োজনীয় পদক্ষেপ গ্রহণ করা হবে এবং জনগণের সহযোগিতা কামনা করা হয়েছে। এ বিষয়ে স্থানীয় প্রশাসন ও জনপ্রতিনিধিরা বৈঠক করে বিভিন্ন সিদ্ধান্ত নিয়েছেন বলে জানা গেছে। সভায় উপস্থিত ছিলেন বিভিন্ন দপ্তরের প্রতিনিধি ও গণমান্য ব্যক্তিবর্গ। নিজস্ব প্রতিবেদক ঢাকা সোমবার দেশের বিভিন্ন স্থানে সাম্প্রতিক পরিস্থিতি নিয়ে সংশ্লিষ্ট কর্মকর্তারা জানিয়েছেন যে আগামী কয়েক দিনের মধ্যে প্রয়োজনীয় পদক্ষেপ গ্রহণ করা হবে এবং জনগণের সহযোগিতা কামনা করা হয়েছে। এ বিষয়ে — [85, 59, 163, 631]
news-article — [419, 176, 498, 266]
news-column — [166, 28, 250, 782]
news-article — [252, 290, 331, 536]
article-headline: পরিবহন — [419, 30, 498, 45]
article-body: নিজস্ব প্রতিবেদক ঢাকা সোমবার দেশের বিভিন্ন স্থানে সাম্প্রতিক পরিস্থিতি নিয়ে সংশ্লিষ্ট কর্মকর্তারা জানিয়েছেন যে আগামী কয়েক দিনের মধ্যে প্রয়োজনীয় পদক্ষেপ গ্রহণ করা হবে এবং জনগণের সহযোগিতা কামনা করা হয়েছে। এ বিষয়ে স্থানীয় প্রশাসন ও জনপ্রতিনিধিরা বৈঠক করে বিভিন্ন সিদ্ধান্ত নিয়েছেন বলে জানা গেছে। সভায় উপস্থিত ছিলেন বিভিন্ন দপ্তরের প্রতিনিধি ও গণমান্য ব্যক্তিবর্গ। নিজস্ব প্রতিবেদক ঢাকা সোমবার দেশের বিভিন্ন স্থানে সাম্প্রতিক পরিস্থিতি নিয়ে সংশ্লিষ্ট কর্মকর্তারা জানিয়েছেন যে আগামী কয়েক দিনের মধ্যে প্রয়োজনীয় পদক্ষেপ গ্রহণ করা হবে এবং জনগণের সহযোগিতা কামনা করা হয়েছে। এ বিষয়ে স্থানীয় প্রশাসন ও জনপ্রতিনিধিরা বৈঠক করে বিভিন্ন সিদ্ধান্ত নিয়েছেন বলে জানা গেছে। সভায় উপস্থিত ছিলেন বিভিন্ন দপ্তরের প্রতিনিধি ও গণমান্য ব্যক্তিবর্গ। নিজস্ব প্রতিবেদক ঢাকা সোমবার দেশের বিভিন্ন স্থানে সাম্প্রতিক পরিস্থিতি নিয়ে সংশ্লিষ্ট কর্মকর্তারা জানিয়েছেন যে আগামী কয়েক দিনের মধ্যে প্রয়োজনীয় পদক্ষেপ গ্রহণ — [419, 281, 498, 396]
article-headline: সততা ও আন্তরতার — [2, 476, 80, 489]
news-article — [85, 636, 163, 782]
article-headline: বাঙালী কালো — [2, 259, 80, 272]
news-article — [419, 761, 498, 782]
article-body: নিজস্ব প্রতিবেদক ঢাকা সোমবার দেশের বিভিন্ন স্থানে সাম্প্রতিক পরিস্থিতি নিয়ে সংশ্লিষ্ট কর্মকর্তারা জানিয়েছেন যে আগামী কয়েক দিনের মধ্যে প্রয়োজনীয় পদক্ষেপ গ্রহণ করা হবে এবং জনগণের সহযোগিতা কামনা করা হয়েছে। এ বিষয়ে স্থানীয় প্রশাসন ও জনপ্রতিনিধিরা বৈঠক করে বিভিন্ন সিদ্ধান্ত নিয়েছেন বলে জানা গেছে। সভায় উপস্থিত ছিলেন বিভিন্ন দপ্তরের প্রতিনিধি ও গণমান্য ব্যক্তিবর্গ। নিজস্ব প্রতিবেদক ঢাকা সোমবার দেশের বিভিন্ন স্থানে সাম্প্রতিক পরিস্থিতি নিয়ে সংশ্লিষ্ট কর্মকর্তারা জানিয়েছেন যে আগামী কয়েক দিনের মধ্যে প্রয়োজনীয় পদক্ষেপ গ্রহণ করা হবে এবং জনগণের সহযোগিতা কামনা করা হয়েছে। এ বিষয়ে স্থানীয় প্রশাসন ও জনপ্রতিনিধিরা বৈঠক করে বিভিন্ন সিদ্ধান্ত নিয়েছেন বলে জানা গেছে। সভায় উপস্থিত ছিলেন বিভিন্ন দপ্তরের প্রতিনিধি ও গণমান্য ব্যক্তিবর্গ। নিজস্ব প্রতিবেদক ঢাকা সোমবার দেশের বিভিন্ন স্থানে সাম্প্রতিক পরিস্থিতি নিয়ে সংশ্লিষ্ট কর্মকর্তারা জানিয়েছেন যে আগামী কয়েক দিনের মধ্যে প্রয়োজনীয় পদক্ষেপ গ্রহণ করা হবে এবং জনগণের সহযোগিতা কামনা করা হয়েছে। এ বিষয়ে স্থানীয় প্রশাসন ও জনপ্রতিনিধিরা বৈঠক করে বিভিন্ন সিদ্ধান্ত নিয়েছেন বলে জানা গেছে। সভায় উপস্থিত ছিলেন বিভিন্ন দপ্তরের প্রতিনিধি ও গণমান্য ব্যক্তিবর্গ। নিজস্ব প্রতিবেদক ঢাকা সোমবার দেশের বিভিন্ন স্থানে সাম্প্রতিক পরিস্থিতি নিয়ে সংশ্লিষ্ট কর্মকর্তারা জানিয়েছেন যে আগামী কয়েক দিনের মধ্যে প্রয়োজনীয় পদক্ষেপ গ্রহণ করা হবে এবং জনগণের সহযোগিতা কামনা করা হয়েছে। এ বিষয়ে স্থানীয় প্রশাসন ও জনপ্রতিনিধিরা বৈঠক করে বিভিন্ন সিদ্ধান্ত — [419, 414, 498, 592]
news-article — [2, 30, 80, 257]
article-body: নিজস্ব প্রতিবেদক ঢাকা সোমবার দেশের বিভিন্ন স্থানে সাম্প্রতিক পরিস্থিতি নিয়ে সংশ্লিষ্ট কর্মকর্তারা জানিয়েছেন যে আগামী কয়েক দিনের মধ্যে প্রয়োজনীয় পদক্ষেপ গ্রহণ করা হবে এবং জনগণের সহযোগিতা কামনা করা হয়েছে। এ বিষয়ে স্থানীয় প্রশাসন ও জনপ্রতিনিধিরা বৈঠক করে বিভিন্ন সিদ্ধান্ত নিয়েছেন বলে জানা গেছে। সভায় উপস্থিত ছিলেন বিভিন্ন দপ্তরের প্রতিনিধি ও গণমান্য ব্যক্তিবর্গ। নিজস্ব প্রতিবেদক ঢাকা সোমবার দেশের বিভিন্ন স্থানে সাম্প্রতিক পরিস্থিতি নিয়ে সংশ্লিষ্ট কর্মকর্তারা জানিয়েছেন যে আগামী কয়েক দিনের মধ্যে প্রয়োজনীয় পদক্ষেপ গ্রহণ করা হবে এবং জনগণের সহযোগিতা কামনা করা হয়েছে। এ বিষয়ে স্থানীয় প্রশাসন ও জনপ্রতিনিধিরা বৈঠক করে বিভিন্ন সিদ্ধান্ত নিয়েছেন বলে জানা গেছে। সভায় উপস্থিত ছিলেন বিভিন্ন দপ্তরের প্রতিনিধি ও গণমান্য ব্যক্তিবর্গ। নিজস্ব প্রতিবেদক ঢাকা সোমবার দেশের বিভিন্ন স্থানে সাম্প্রতিক পরিস্থিতি নিয়ে সংশ্লিষ্ট কর্মকর্তারা জানিয়েছেন যে আগামী কয়েক দিনের মধ্যে প্রয়োজনীয় পদক্ষেপ গ্রহণ করা হবে এবং জনগণের সহযোগিতা কামনা করা — [2, 489, 80, 615]
issue-weekday: সোমবার — [139, 4, 161, 12]
news-article — [336, 649, 414, 782]
article-body: নিজস্ব প্রতিবেদক ঢাকা সোমবার দেশের বিভিন্ন স্থানে সাম্প্রতিক পরিস্থিতি নিয়ে সংশ্লিষ্ট কর্মকর্তারা জানিয়েছেন যে আগামী কয়েক দিনের মধ্যে প্রয়োজনীয় পদক্ষেপ গ্রহণ করা হবে এবং জনগণের সহযোগিতা কামনা করা হয়েছে। এ বিষয়ে স্থানীয় প্রশাসন ও জনপ্রতিনিধিরা বৈঠক করে বিভিন্ন সিদ্ধান্ত নিয়েছেন বলে জানা গেছে। সভায় উপস্থিত ছিলেন বিভিন্ন দপ্তরের প্রতিনিধি ও গণমান্য ব্যক্তিবর্গ। নিজস্ব প্রতিবেদক ঢাকা সোমবার দেশের বিভিন্ন স্থানে সাম্প্রতিক পরিস্থিতি নিয়ে সংশ্লিষ্ট কর্মকর্তারা জানিয়েছেন যে আগামী কয়েক দিনের মধ্যে প্রয়োজনীয় পদক্ষেপ গ্রহণ করা হবে এবং জনগণের সহযোগিতা কামনা — [419, 189, 498, 263]
article-headline: বিশ্বে বছরে রোগক্রান্ত — [168, 30, 247, 58]
news-article — [168, 314, 247, 404]
article-headline: নিবন্ধন মেয়ে — [168, 314, 247, 327]
article-body: নিজস্ব প্রতিবেদক ঢাকা সোমবার দেশের বিভিন্ন স্থানে সাম্প্রতিক পরিস্থিতি নিয়ে সংশ্লিষ্ট কর্মকর্তারা জানিয়েছেন যে আগামী কয়েক দিনের মধ্যে প্রয়োজনীয় পদক্ষেপ গ্রহণ করা হবে এবং জনগণের সহযোগিতা কামনা করা হয়েছে। এ বিষয়ে স্থানীয় প্রশাসন ও জনপ্রতিনিধিরা বৈঠক করে বিভিন্ন সিদ্ধান্ত নিয়েছেন বলে জানা গেছে। সভায় উপস্থিত ছিলেন বিভিন্ন দপ্তরের প্রতিনিধি ও গণমান্য ব্যক্তিবর্গ। নিজস্ব প্রতিবেদক ঢাকা সোমবার দেশের বিভিন্ন স্থানে সাম্প্রতিক পরিস্থিতি নিয়ে সংশ্লিষ্ট কর্মকর্তারা জানিয়েছেন যে আগামী কয়েক দিনের মধ্যে প্রয়োজনীয় পদক্ষেপ গ্রহণ করা হবে এবং জনগণের সহযোগিতা কামনা করা হয়েছে। এ বিষয়ে স্থানীয় প্রশাসন ও জনপ্রতিনিধিরা বৈঠক করে বিভিন্ন সিদ্ধান্ত নিয়েছেন বলে জানা গেছে। সভায় উপস্থিত ছিলেন বিভিন্ন দপ্তরের প্রতিনিধি ও গণমান্য ব্যক্তিবর্গ। নিজস্ব প্রতিবেদক ঢাকা সোমবার দেশের বিভিন্ন স্থানে সাম্প্রতিক পরিস্থিতি নিয়ে সংশ্লিষ্ট কর্মকর্তারা জানিয়েছেন যে আগামী কয়েক দিনের মধ্যে প্রয়োজনীয় পদক্ষেপ গ্রহণ করা হবে এবং জনগণের সহযোগিতা কামনা করা হয়েছে। এ বিষয়ে স্থানীয় প্রশাসন ও জনপ্রতিনিধিরা বৈঠক করে বিভিন্ন সিদ্ধান্ত নিয়েছেন বলে জানা গেছে। সভায় উপস্থিত ছিলেন বিভিন্ন দপ্তরের প্রতিনিধি ও গণমান্য ব্যক্তিবর্গ। নিজস্ব প্রতিবেদক ঢাকা সোমবার দেশের বিভিন্ন স্থানে সাম্প্রতিক পরিস্থিতি — [336, 344, 414, 500]
issue-meta — [90, 4, 210, 20]
article-headline: সামাজিক নিরাপত্তা — [85, 30, 163, 58]
article-headline: প্রধানমন্ত্রীর মেয়াদ — [252, 290, 331, 303]
news-article — [336, 330, 414, 503]
section-title: খবর — [432, 5, 462, 25]
news-article — [419, 30, 498, 174]
issue-date: ২৩ জুন ২০২৫, ৯ আষাঢ় ১৪৩২ — [107, 12, 193, 20]
article-body: নিজস্ব প্রতিবেদক ঢাকা সোমবার দেশের বিভিন্ন স্থানে সাম্প্রতিক পরিস্থিতি নিয়ে সংশ্লিষ্ট কর্মকর্তারা জানিয়েছেন যে আগামী কয়েক দিনের মধ্যে প্রয়োজনীয় পদক্ষেপ গ্রহণ করা হবে এবং জনগণের সহযোগিতা কামনা করা হয়েছে। এ বিষয়ে স্থানীয় প্রশাসন ও জনপ্রতিনিধিরা বৈঠক করে বিভিন্ন সিদ্ধান্ত নিয়েছেন বলে জানা গেছে। সভায় উপস্থিত ছিলেন বিভিন্ন দপ্তরের প্রতিনিধি ও গণমান্য ব্যক্তিবর্গ। নিজস্ব প্রতিবেদক ঢাকা সোমবার দেশের বিভিন্ন স্থানে সাম্প্রতিক পরিস্থিতি নিয়ে সংশ্লিষ্ট কর্মকর্তারা জানিয়েছেন যে আগামী কয়েক দিনের মধ্যে প্রয়োজনীয় পদক্ষেপ গ্রহণ করা হবে এবং জনগণের সহযোগিতা কামনা করা হয়েছে। এ বিষয়ে স্থানীয় প্রশাসন ও জনপ্রতিনিধিরা বৈঠক করে বিভিন্ন সিদ্ধান্ত নিয়েছেন বলে জানা গেছে। সভায় উপস্থিত ছিলেন বিভিন্ন দপ্তরের প্রতিনিধি ও গণমান্য ব্যক্তিবর্গ। নিজস্ব প্রতিবেদক ঢাকা সোমবার দেশের বিভিন্ন স্থানে সাম্প্রতিক পরিস্থিতি নিয়ে সংশ্লিষ্ট কর্মকর্তারা জানিয়েছেন যে আগামী কয়েক দিনের মধ্যে প্রয়োজনীয় পদক্ষেপ গ্রহণ করা হবে এবং জনগণের সহযোগিতা কামনা করা হয়েছে। এ বিষয়ে স্থানীয় প্রশাসন ও জনপ্রতিনিধিরা বৈঠক করে বিভিন্ন সিদ্ধান্ত নিয়েছেন বলে জানা গেছে। সভায় উপস্থিত — [168, 648, 247, 782]
news-article — [336, 259, 414, 328]
news-article — [168, 632, 247, 782]
article-body: নিজস্ব প্রতিবেদক ঢাকা সোমবার দেশের বিভিন্ন স্থানে সাম্প্রতিক পরিস্থিতি নিয়ে সংশ্লিষ্ট কর্মকর্তারা জানিয়েছেন যে আগামী কয়েক দিনের মধ্যে প্রয়োজনীয় পদক্ষেপ গ্রহণ করা হবে এবং জনগণের সহযোগিতা কামনা করা হয়েছে। এ বিষয়ে স্থানীয় প্রশাসন ও জনপ্রতিনিধিরা বৈঠক করে বিভিন্ন সিদ্ধান্ত নিয়েছেন বলে জানা গেছে। সভায় উপস্থিত ছিলেন বিভিন্ন দপ্তরের প্রতিনিধি ও গণমান্য ব্যক্তিবর্গ। নিজস্ব প্রতিবেদক ঢাকা সোমবার দেশের বিভিন্ন স্থানে সাম্প্রতিক পরিস্থিতি নিয়ে সংশ্লিষ্ট কর্মকর্তারা জানিয়েছেন যে আগামী কয়েক দিনের মধ্যে প্রয়োজনীয় পদক্ষেপ গ্রহণ করা হবে এবং জনগণের সহযোগিতা কামনা করা হয়েছে। এ বিষয়ে স্থানীয় প্রশাসন ও জনপ্রতিনিধিরা বৈঠক করে বিভিন্ন সিদ্ধান্ত নিয়েছেন বলে জানা গেছে। সভায় উপস্থিত ছিলেন বিভিন্ন দপ্তরের প্রতিনিধি ও গণমান্য ব্যক্তিবর্গ। নিজস্ব প্রতিবেদক ঢাকা সোমবার দেশের বিভিন্ন স্থানে সাম্প্রতিক পরিস্থিতি নিয়ে সংশ্লিষ্ট কর্মকর্তারা জানিয়েছেন যে আগামী কয়েক দিনের মধ্যে প্রয়োজনীয় পদক্ষেপ গ্রহণ করা হবে এবং জনগণের সহযোগিতা কামনা করা হয়েছে। এ বিষয়ে স্থানীয় প্রশাসন ও জনপ্রতিনিধিরা বৈঠক করে বিভিন্ন সিদ্ধান্ত নিয়েছেন বলে জানা গেছে। সভায় উপস্থিত ছিলেন বিভিন্ন দপ্তরের প্রতিনিধি ও গণমান্য ব্যক্তিবর্গ। নিজস্ব প্রতিবেদক ঢাকা সোমবার দেশের বিভিন্ন স্থানে সাম্প্রতিক পরিস্থিতি নিয়ে সংশ্লিষ্ট কর্মকর্তারা জানিয়েছেন যে আগামী কয়েক দিনের মধ্যে প্রয়োজনীয় পদক্ষেপ গ্রহণ করা হবে এবং জনগণের সহযোগিতা কামনা করা হয়েছে। এ বিষয়ে স্থানীয় প্রশাসন ও জনপ্রতিনিধিরা বৈঠক করে বিভিন্ন সিদ্ধান্ত নিয়েছেন বলে জানা গেছে। সভায় উপস্থিত ছিলেন বিভিন্ন দপ্তরের প্রতিনিধি ও গণমান্য ব্যক্তিবর্গ। নিজস্ব প্রতিবেদক ঢাকা সোমবার দেশের বিভিন্ন স্থানে সাম্প্রতিক পরিস্থিতি নিয়ে সংশ্লিষ্ট — [336, 46, 414, 254]
article-headline: ইরানে মার্কিন — [168, 632, 247, 647]
